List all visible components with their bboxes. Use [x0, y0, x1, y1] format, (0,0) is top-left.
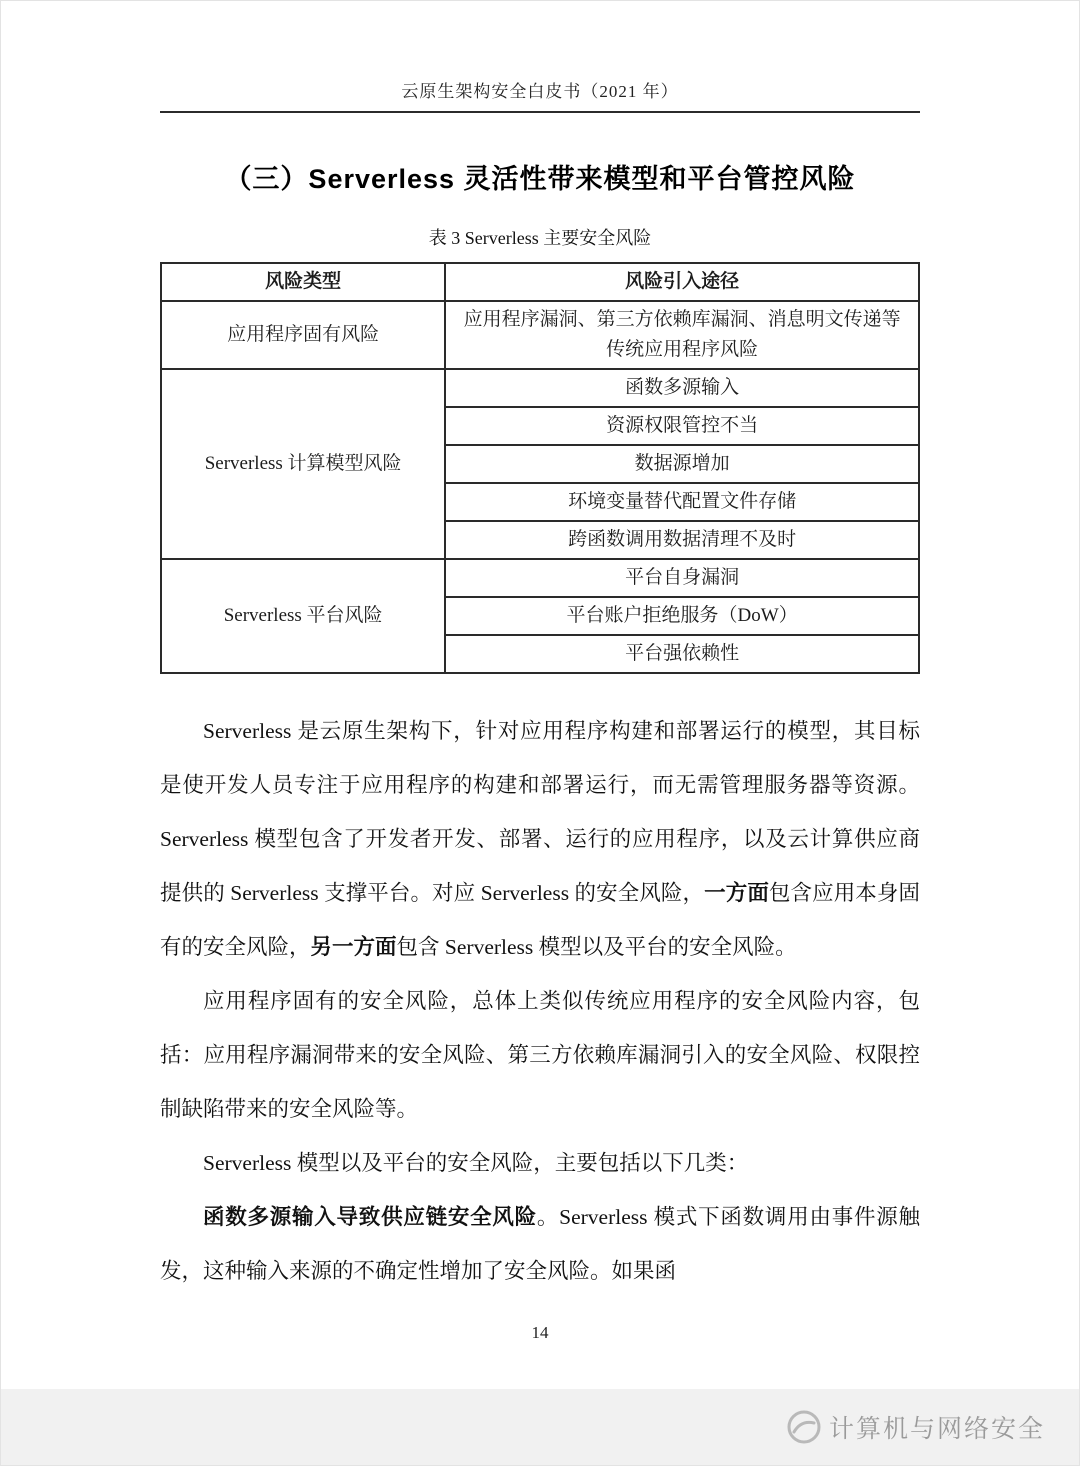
paragraph-text: Serverless 模型以及平台的安全风险，主要包括以下几类：	[203, 1151, 749, 1175]
footer-logo-icon	[787, 1410, 821, 1444]
document-header-title: 云原生架构安全白皮书（2021 年）	[401, 82, 679, 101]
table-cell-risk-path: 跨函数调用数据清理不及时	[445, 521, 919, 559]
body-text	[160, 704, 920, 1298]
paragraph-4	[160, 1190, 920, 1298]
paragraph-3	[160, 1136, 920, 1190]
paragraph-emphasis: 另一方面	[310, 935, 397, 959]
page-number: 14	[531, 1323, 549, 1342]
paragraph-1	[160, 704, 920, 974]
table-cell-risk-type: Serverless 平台风险	[161, 559, 445, 673]
page-content	[160, 1, 920, 1298]
table-cell-risk-path: 平台账户拒绝服务（DoW）	[445, 597, 919, 635]
footer-bar	[1, 1389, 1079, 1465]
table-cell-risk-path: 资源权限管控不当	[445, 407, 919, 445]
table-caption: 表 3 Serverless 主要安全风险	[428, 228, 652, 248]
table-cell-risk-type: Serverless 计算模型风险	[161, 369, 445, 559]
section-title: （三）Serverless 灵活性带来模型和平台管控风险	[224, 164, 856, 194]
table-cell-risk-path: 函数多源输入	[445, 369, 919, 407]
table-cell-risk-path: 平台自身漏洞	[445, 559, 919, 597]
paragraph-emphasis: 函数多源输入导致供应链安全风险	[203, 1205, 537, 1229]
footer-brand-text: 计算机与网络安全	[828, 1415, 1045, 1443]
risk-table	[160, 262, 920, 674]
table-cell-risk-path: 环境变量替代配置文件存储	[445, 483, 919, 521]
paragraph-text: 应用程序固有的安全风险，总体上类似传统应用程序的安全风险内容，包括：应用程序漏洞带来的安全风险、第三方依赖库漏洞引入的安全风险、权限控制缺陷带来的安全风险等。	[160, 989, 920, 1121]
paragraph-emphasis: 一方面	[704, 881, 769, 905]
footer-brand	[787, 1409, 1045, 1445]
table-row	[161, 559, 919, 597]
table-header-risk-path: 风险引入途径	[445, 263, 919, 301]
table-cell-risk-type: 应用程序固有风险	[161, 301, 445, 369]
header-divider	[160, 111, 920, 113]
table-header-row	[161, 263, 919, 301]
paragraph-text: Serverless 是云原生架构下，针对应用程序构建和部署运行的模型，其目标是使开发人员专注于应用程序的构建和部署运行，而无需管理服务器等资源。Serverless 模型包含了开发者开发、部署、运行的应用程序，以及云计算供应商提供的 Serverless 支撑平台。对应 Serverless 的安全风险，	[160, 719, 920, 905]
paragraph-2	[160, 974, 920, 1136]
table-cell-risk-path: 数据源增加	[445, 445, 919, 483]
table-header-risk-type: 风险类型	[161, 263, 445, 301]
table-row	[161, 369, 919, 407]
paragraph-text: 包含 Serverless 模型以及平台的安全风险。	[396, 935, 797, 959]
table-cell-risk-path: 应用程序漏洞、第三方依赖库漏洞、消息明文传递等传统应用程序风险	[445, 301, 919, 369]
table-cell-risk-path: 平台强依赖性	[445, 635, 919, 673]
paragraph-text: 。Serverless 模式下函数调用由事件源触发，这种输入来源的不确定性增加了安全风险。如果函	[160, 1205, 920, 1283]
table-row	[161, 301, 919, 369]
paragraph-text: 包含应用本身固有的安全风险，	[160, 881, 920, 959]
